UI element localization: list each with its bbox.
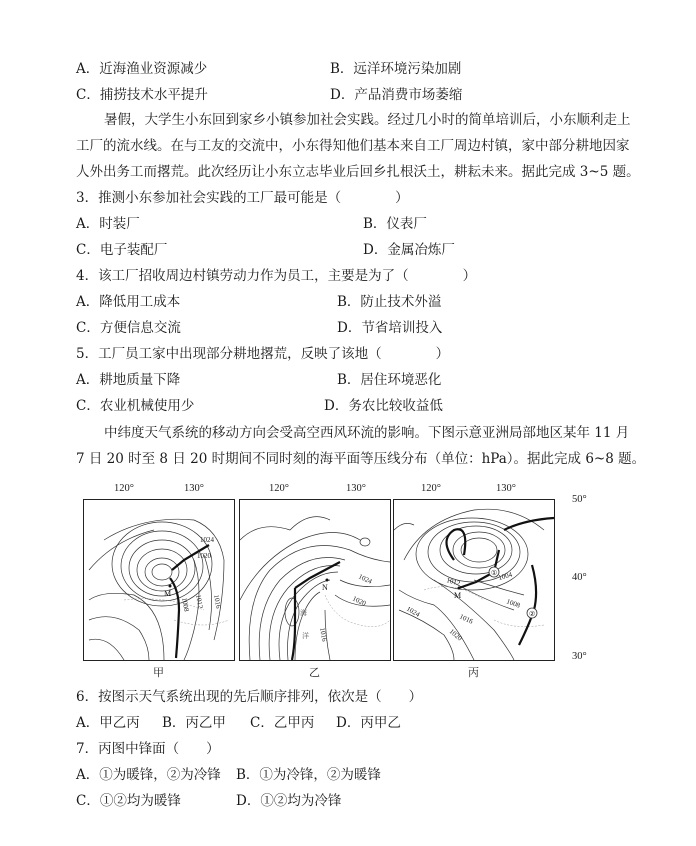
q6-stem: 6．按图示天气系统出现的先后顺序排列，依次是（ ） <box>76 689 423 705</box>
lon-label-130-yi: 130° <box>346 483 366 494</box>
q4-option-c: C．方便信息交流 <box>76 320 181 336</box>
svg-text:1020: 1020 <box>197 552 211 560</box>
q3-option-b: B．仪表厂 <box>363 216 427 232</box>
passage2-line2: 7 日 20 时至 8 日 20 时期间不同时刻的海平面等压线分布（单位：hPa）。据此完成 6~8 题。 <box>76 451 646 467</box>
svg-text:洋: 洋 <box>302 632 309 640</box>
q4-stem: 4．该工厂招收周边村镇劳动力作为员工，主要是为了（ ） <box>76 268 477 284</box>
svg-text:1004: 1004 <box>497 570 514 582</box>
svg-text:1020: 1020 <box>447 627 464 643</box>
front-marker-2: ② <box>529 610 536 618</box>
lon-label-120-bing: 120° <box>421 483 441 494</box>
q6-option-b: B．丙乙甲 <box>162 715 226 731</box>
svg-text:1020: 1020 <box>351 594 368 608</box>
q7-option-c: C．①②均为暖锋 <box>76 793 181 809</box>
map-panel-yi <box>239 499 391 661</box>
map-panel-bing <box>393 499 555 661</box>
lat-label-40: 40° <box>572 572 587 583</box>
q5-option-c: C．农业机械使用少 <box>76 398 195 414</box>
q3-option-d: D．金属冶炼厂 <box>363 242 455 258</box>
isobar-lines-bing <box>394 500 554 660</box>
q6-option-c: C．乙甲丙 <box>250 715 315 731</box>
svg-text:1024: 1024 <box>405 604 422 619</box>
svg-text:1008: 1008 <box>505 597 522 610</box>
q4-option-a: A．降低用工成本 <box>76 294 181 310</box>
q7-option-d: D．①②均为冷锋 <box>236 793 342 809</box>
lon-label-130-jia: 130° <box>184 483 204 494</box>
q2-option-b: B．远洋环境污染加剧 <box>330 61 462 77</box>
lon-label-130-bing: 130° <box>496 483 516 494</box>
q5-stem: 5．工厂员工家中出现部分耕地撂荒，反映了该地（ ） <box>76 346 450 362</box>
svg-text:1016: 1016 <box>458 612 475 626</box>
marker-n-yi: N <box>322 583 328 592</box>
svg-text:1016: 1016 <box>318 626 329 643</box>
lon-label-120-jia: 120° <box>114 483 134 494</box>
q5-option-a: A．耕地质量下降 <box>76 372 181 388</box>
q7-option-a: A．①为暖锋，②为冷锋 <box>76 767 221 783</box>
passage1-line2: 工厂的流水线。在与工友的交流中，小东得知他们基本来自工厂周边村镇，家中部分耕地因家 <box>76 138 630 154</box>
marker-m-jia: M <box>164 589 172 598</box>
q4-option-b: B．防止技术外溢 <box>337 294 442 310</box>
svg-text:1008: 1008 <box>180 596 191 613</box>
q4-option-d: D．节省培训投入 <box>337 320 443 336</box>
q2-option-a: A．近海渔业资源减少 <box>76 61 208 77</box>
isobar-lines-jia <box>84 500 234 660</box>
passage1-line3: 人外出务工而撂荒。此次经历让小东立志毕业后回乡扎根沃土，耕耘未来。据此完成 3~5 题。 <box>76 164 640 180</box>
svg-text:1012: 1012 <box>194 593 205 610</box>
caption-jia: 甲 <box>153 666 164 679</box>
svg-text:海: 海 <box>300 609 307 617</box>
q5-option-b: B．居住环境恶化 <box>337 372 442 388</box>
caption-bing: 丙 <box>468 666 479 679</box>
map-panel-jia <box>83 499 235 661</box>
q3-option-c: C．电子装配厂 <box>76 242 168 258</box>
svg-text:1016: 1016 <box>212 593 223 610</box>
caption-yi: 乙 <box>309 666 320 679</box>
svg-text:1024: 1024 <box>200 536 214 544</box>
marker-m-bing: M <box>454 591 462 600</box>
isobar-lines-yi <box>240 500 390 660</box>
q3-stem: 3．推测小东参加社会实践的工厂最可能是（ ） <box>76 190 409 206</box>
q6-option-d: D．丙甲乙 <box>336 715 401 731</box>
q2-option-c: C．捕捞技术水平提升 <box>76 87 208 103</box>
lon-label-120-yi: 120° <box>269 483 289 494</box>
svg-text:1024: 1024 <box>357 572 374 586</box>
q6-option-a: A．甲乙丙 <box>76 715 140 731</box>
q3-option-a: A．时装厂 <box>76 216 140 232</box>
q7-stem: 7．丙图中锋面（ ） <box>76 741 220 757</box>
passage2-line1: 中纬度天气系统的移动方向会受高空西风环流的影响。下图示意亚洲局部地区某年 11 月 <box>104 425 630 441</box>
lat-label-30: 30° <box>572 651 587 662</box>
svg-text:1012: 1012 <box>445 576 462 588</box>
front-marker-1: ① <box>491 569 498 577</box>
q5-option-d: D．务农比较收益低 <box>324 398 443 414</box>
q2-option-d: D．产品消费市场萎缩 <box>330 87 463 103</box>
q7-option-b: B．①为冷锋，②为暖锋 <box>236 767 381 783</box>
isobar-map-figure <box>76 483 616 678</box>
lat-label-50: 50° <box>572 494 587 505</box>
passage1-line1: 暑假，大学生小东回到家乡小镇参加社会实践。经过几小时的简单培训后，小东顺利走上 <box>104 112 631 128</box>
